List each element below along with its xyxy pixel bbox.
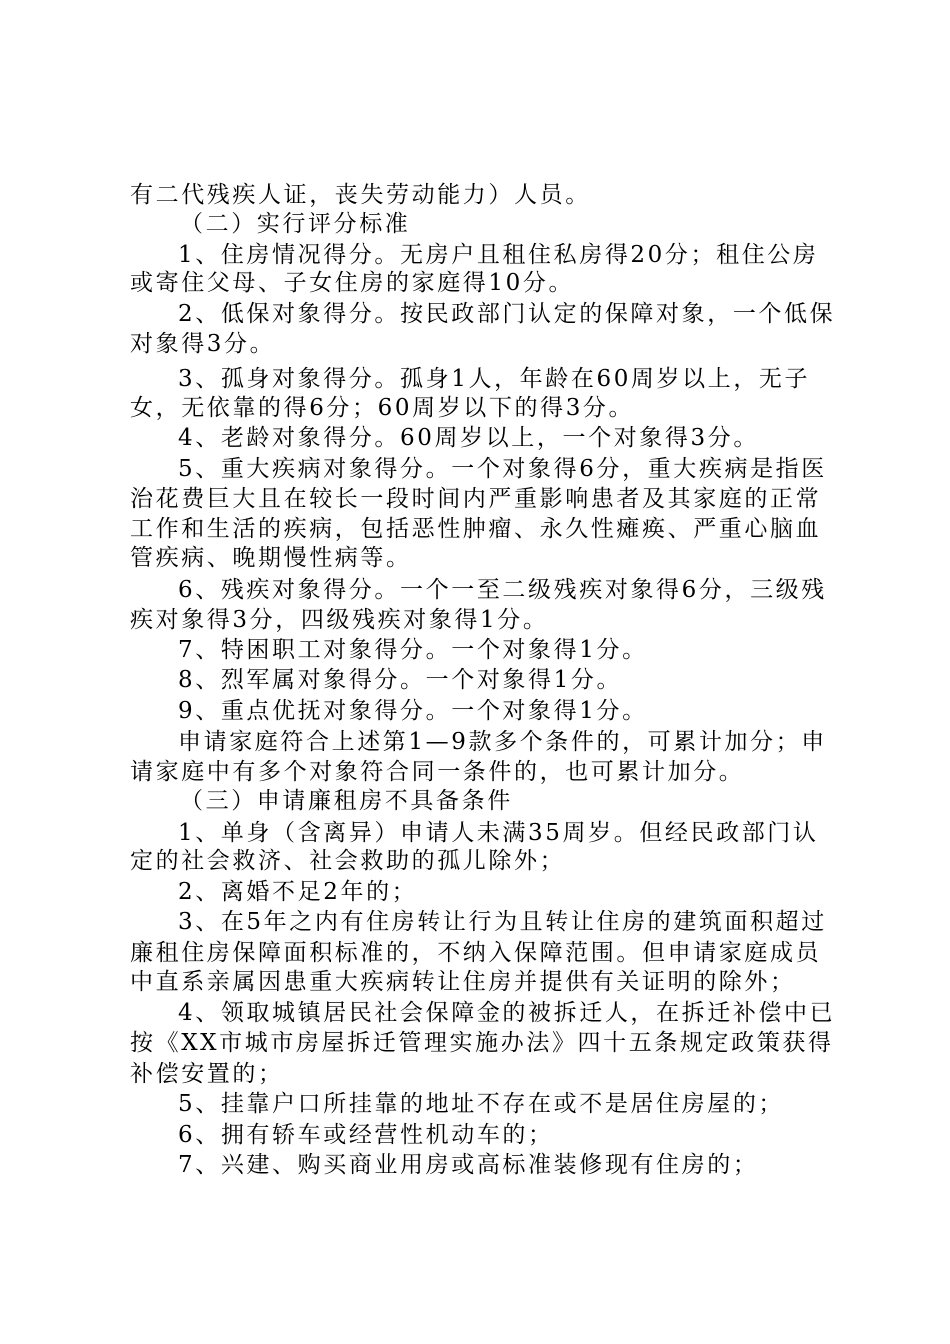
text-line: 疾对象得3分，四级残疾对象得1分。: [130, 607, 549, 633]
text-line: 按《XX市城市房屋拆迁管理实施办法》四十五条规定政策获得: [130, 1030, 834, 1056]
text-line: 对象得3分。: [130, 331, 276, 357]
text-line: 8、烈军属对象得分。一个对象得1分。: [178, 667, 623, 693]
text-line: 7、特困职工对象得分。一个对象得1分。: [178, 637, 648, 663]
text-line: 1、住房情况得分。无房户且租住私房得20分；租住公房: [178, 242, 819, 268]
text-line: 廉租住房保障面积标准的，不纳入保障范围。但申请家庭成员: [130, 940, 822, 966]
text-line: 6、残疾对象得分。一个一至二级残疾对象得6分，三级残: [178, 577, 827, 603]
text-line: 中直系亲属因患重大疾病转让住房并提供有关证明的除外；: [130, 969, 796, 995]
text-line: 管疾病、晚期慢性病等。: [130, 545, 412, 571]
text-line: 或寄住父母、子女住房的家庭得10分。: [130, 270, 575, 296]
text-line: 请家庭中有多个对象符合同一条件的，也可累计加分。: [130, 759, 745, 785]
text-line: 3、孤身对象得分。孤身1人，年龄在60周岁以上，无子: [178, 366, 811, 392]
text-line: 2、低保对象得分。按民政部门认定的保障对象，一个低保: [178, 301, 836, 327]
text-line: 申请家庭符合上述第1—9款多个条件的，可累计加分；申: [178, 729, 827, 755]
text-line: 补偿安置的；: [130, 1061, 284, 1087]
text-line: 9、重点优抚对象得分。一个对象得1分。: [178, 698, 648, 724]
text-line: 2、离婚不足2年的；: [178, 879, 418, 905]
text-line: 6、拥有轿车或经营性机动车的；: [178, 1122, 554, 1148]
text-line: 5、重大疾病对象得分。一个对象得6分，重大疾病是指医: [178, 456, 827, 482]
text-line: 4、老龄对象得分。60周岁以上，一个对象得3分。: [178, 425, 759, 451]
text-line: 女，无依靠的得6分；60周岁以下的得3分。: [130, 395, 635, 421]
text-line: 7、兴建、购买商业用房或高标准装修现有住房的；: [178, 1152, 759, 1178]
section-heading: （二）实行评分标准: [180, 211, 411, 237]
text-line: 有二代残疾人证，丧失劳动能力）人员。: [130, 182, 591, 208]
text-line: 工作和生活的疾病，包括恶性肿瘤、永久性瘫痪、严重心脑血: [130, 516, 822, 542]
text-line: 4、领取城镇居民社会保障金的被拆迁人，在拆迁补偿中已: [178, 1000, 836, 1026]
section-heading: （三）申请廉租房不具备条件: [180, 788, 513, 814]
text-line: 5、挂靠户口所挂靠的地址不存在或不是居住房屋的；: [178, 1091, 785, 1117]
text-line: 治花费巨大且在较长一段时间内严重影响患者及其家庭的正常: [130, 486, 822, 512]
text-line: 定的社会救济、社会救助的孤儿除外；: [130, 848, 566, 874]
text-line: 3、在5年之内有住房转让行为且转让住房的建筑面积超过: [178, 909, 827, 935]
text-line: 1、单身（含离异）申请人未满35周岁。但经民政部门认: [178, 820, 819, 846]
